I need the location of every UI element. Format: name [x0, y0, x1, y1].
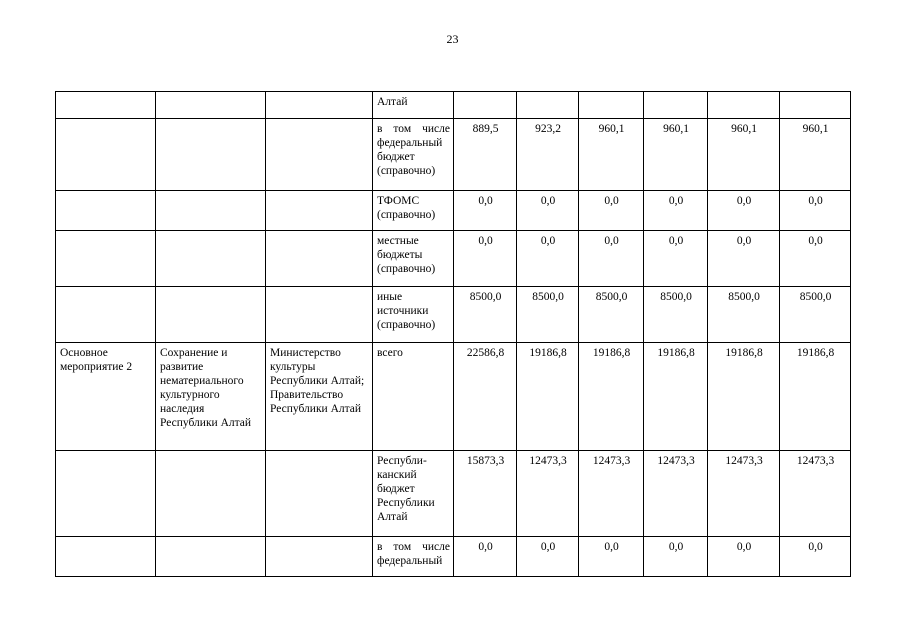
- value-cell-year-3: 0,0: [579, 537, 644, 577]
- value-cell-year-2: 0,0: [517, 191, 579, 231]
- table-body: [56, 92, 851, 577]
- event-cell: [56, 231, 156, 287]
- funding-source-line: Алтай: [377, 511, 408, 523]
- event-cell: [56, 537, 156, 577]
- table-row: [56, 287, 851, 343]
- value-cell-year-4: 0,0: [644, 231, 708, 287]
- table-row: [56, 92, 851, 119]
- funding-source-line: бюджет: [377, 483, 415, 495]
- value-cell-year-4: [644, 92, 708, 119]
- value-cell-year-1: 22586,8: [454, 343, 517, 451]
- executor-cell: [266, 119, 373, 191]
- funding-source-line: всего: [377, 347, 403, 359]
- value-cell-year-5: 960,1: [708, 119, 780, 191]
- event-cell: [56, 92, 156, 119]
- funding-source-line: бюджет: [377, 151, 415, 163]
- value-cell-year-4: 19186,8: [644, 343, 708, 451]
- name-cell: [156, 451, 266, 537]
- table-row: [56, 451, 851, 537]
- name-cell: Сохранение и развитие нематериального культурного наследия Республики Алтай: [156, 343, 266, 451]
- value-cell-year-5: [708, 92, 780, 119]
- value-cell-year-1: [454, 92, 517, 119]
- value-cell-year-6: 0,0: [780, 231, 851, 287]
- value-cell-year-3: 0,0: [579, 191, 644, 231]
- table-row: [56, 537, 851, 577]
- executor-cell: Министерство культуры Республики Алтай; Правительство Республики Алтай: [266, 343, 373, 451]
- value-cell-year-3: 8500,0: [579, 287, 644, 343]
- budget-table: [55, 91, 851, 577]
- executor-cell: [266, 451, 373, 537]
- value-cell-year-2: 0,0: [517, 537, 579, 577]
- funding-source-line: (справочно): [377, 165, 436, 177]
- event-cell: [56, 451, 156, 537]
- funding-source-line: иные: [377, 291, 403, 303]
- value-cell-year-3: 19186,8: [579, 343, 644, 451]
- value-cell-year-3: 0,0: [579, 231, 644, 287]
- funding-source-line: канский: [377, 469, 417, 481]
- funding-source-line: (справочно): [377, 263, 436, 275]
- table-row: [56, 231, 851, 287]
- funding-source-line: в том числе: [377, 123, 450, 135]
- funding-source-line: Алтай: [377, 96, 408, 108]
- funding-source-cell: [373, 92, 454, 119]
- funding-source-line: в том числе: [377, 541, 450, 553]
- value-cell-year-6: 0,0: [780, 191, 851, 231]
- value-cell-year-1: 8500,0: [454, 287, 517, 343]
- value-cell-year-2: 12473,3: [517, 451, 579, 537]
- value-cell-year-2: 19186,8: [517, 343, 579, 451]
- event-cell: Основное мероприятие 2: [56, 343, 156, 451]
- funding-source-line: Республи-: [377, 455, 427, 467]
- value-cell-year-3: [579, 92, 644, 119]
- value-cell-year-2: [517, 92, 579, 119]
- value-cell-year-4: 960,1: [644, 119, 708, 191]
- funding-source-cell: [373, 191, 454, 231]
- name-cell: [156, 537, 266, 577]
- executor-cell: [266, 92, 373, 119]
- executor-cell: [266, 231, 373, 287]
- event-cell: [56, 287, 156, 343]
- event-cell: [56, 191, 156, 231]
- table-row: [56, 191, 851, 231]
- value-cell-year-6: [780, 92, 851, 119]
- name-cell: [156, 287, 266, 343]
- name-cell: [156, 119, 266, 191]
- value-cell-year-3: 12473,3: [579, 451, 644, 537]
- value-cell-year-1: 0,0: [454, 231, 517, 287]
- value-cell-year-4: 8500,0: [644, 287, 708, 343]
- funding-source-line: источники: [377, 305, 429, 317]
- value-cell-year-1: 0,0: [454, 191, 517, 231]
- funding-source-cell: [373, 537, 454, 577]
- funding-source-cell: [373, 451, 454, 537]
- event-cell: [56, 119, 156, 191]
- value-cell-year-4: 12473,3: [644, 451, 708, 537]
- value-cell-year-6: 19186,8: [780, 343, 851, 451]
- value-cell-year-5: 0,0: [708, 231, 780, 287]
- value-cell-year-1: 0,0: [454, 537, 517, 577]
- page-number: 23: [446, 32, 459, 46]
- funding-source-line: местные: [377, 235, 419, 247]
- name-cell: [156, 92, 266, 119]
- value-cell-year-6: 8500,0: [780, 287, 851, 343]
- name-cell: [156, 191, 266, 231]
- value-cell-year-5: 0,0: [708, 537, 780, 577]
- funding-source-line: Республики: [377, 497, 435, 509]
- executor-cell: [266, 537, 373, 577]
- value-cell-year-6: 0,0: [780, 537, 851, 577]
- table-row: [56, 343, 851, 451]
- value-cell-year-6: 960,1: [780, 119, 851, 191]
- table-row: [56, 119, 851, 191]
- name-cell: [156, 231, 266, 287]
- value-cell-year-6: 12473,3: [780, 451, 851, 537]
- executor-cell: [266, 287, 373, 343]
- value-cell-year-5: 8500,0: [708, 287, 780, 343]
- value-cell-year-2: 8500,0: [517, 287, 579, 343]
- funding-source-line: ТФОМС: [377, 195, 420, 207]
- value-cell-year-5: 19186,8: [708, 343, 780, 451]
- value-cell-year-1: 15873,3: [454, 451, 517, 537]
- value-cell-year-4: 0,0: [644, 191, 708, 231]
- funding-source-line: (справочно): [377, 319, 436, 331]
- value-cell-year-2: 923,2: [517, 119, 579, 191]
- value-cell-year-4: 0,0: [644, 537, 708, 577]
- value-cell-year-1: 889,5: [454, 119, 517, 191]
- funding-source-cell: [373, 231, 454, 287]
- funding-source-line: федеральный: [377, 137, 443, 149]
- value-cell-year-5: 0,0: [708, 191, 780, 231]
- funding-source-line: (справочно): [377, 209, 436, 221]
- value-cell-year-5: 12473,3: [708, 451, 780, 537]
- funding-source-cell: [373, 287, 454, 343]
- value-cell-year-2: 0,0: [517, 231, 579, 287]
- funding-source-cell: [373, 119, 454, 191]
- value-cell-year-3: 960,1: [579, 119, 644, 191]
- funding-source-line: федеральный: [377, 555, 443, 567]
- executor-cell: [266, 191, 373, 231]
- funding-source-line: бюджеты: [377, 249, 423, 261]
- funding-source-cell: [373, 343, 454, 451]
